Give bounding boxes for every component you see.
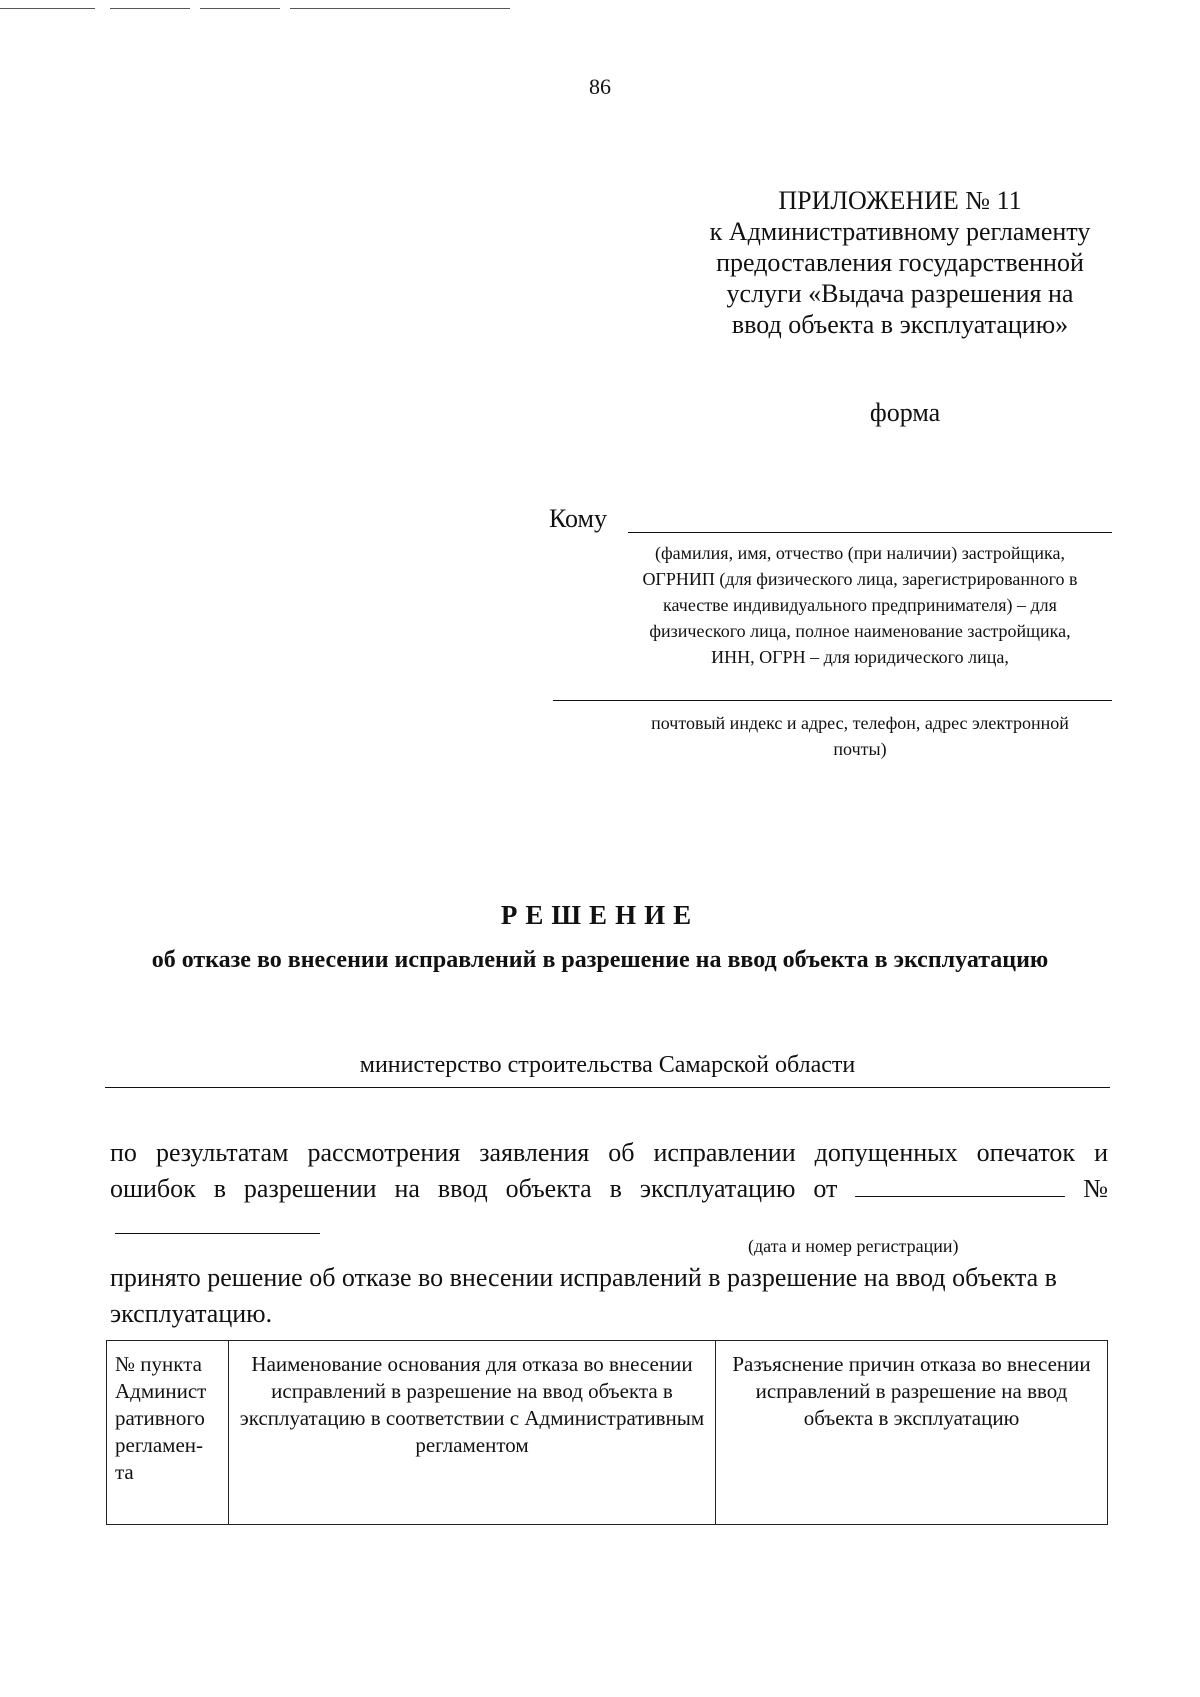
appendix-line: ввод объекта в эксплуатацию» [731,310,1069,339]
address-hint-line: почтовый индекс и адрес, телефон, адрес электронной [651,713,1069,733]
appendix-line: услуги «Выдача разрешения на [726,279,1074,308]
decision-text: принято решение об отказе во внесении исправлений в разрешение на ввод объекта в эксплуатацию. [110,1263,1057,1328]
address-hint-line: почты) [833,739,887,759]
column-header-item-number: № пункта Админист ративного регламен- та [107,1341,229,1525]
recipient-hint-line: физического лица, полное наименование застройщика, [649,621,1071,641]
ministry-name: министерство строительства Самарской области [359,1052,856,1078]
body-line-2 [110,1171,1108,1207]
recipient-hint-line: качестве индивидуального предпринимателя) – для [663,595,1057,615]
address-hint [590,710,1130,762]
number-sign: № [1083,1174,1108,1203]
column-header-reason: Наименование основания для отказа во внесении исправлений в разрешение на ввод объекта в эксплуатацию в соответствии с Административным регламентом [229,1341,716,1525]
scan-artifact-line [0,8,95,9]
recipient-hint [590,540,1130,670]
page-number: 86 [589,74,611,99]
body-line-1: по результатам рассмотрения заявления об исправлении допущенных опечаток и [110,1138,1108,1167]
recipient-name-line[interactable] [628,532,1112,533]
date-hint: (дата и номер регистрации) [748,1236,959,1256]
recipient-hint-line: ИНН, ОГРН – для юридического лица, [711,647,1009,667]
appendix-line: предоставления государственной [716,248,1084,277]
ministry-underline [105,1087,1110,1088]
form-label: форма [869,398,941,427]
decision-title: РЕШЕНИЕ [500,900,700,930]
registration-number-blank[interactable] [115,1233,320,1234]
scan-artifact-line [110,8,190,9]
scan-artifact-line [200,8,280,9]
body-line-2-text: ошибок в разрешении на ввод объекта в эксплуатацию от [110,1174,838,1203]
recipient-label: Кому [549,504,608,533]
decision-subtitle: об отказе во внесении исправлений в разрешение на ввод объекта в эксплуатацию [151,947,1049,973]
recipient-hint-line: ОГРНИП (для физического лица, зарегистрированного в [642,569,1078,589]
registration-date-blank[interactable] [855,1172,1065,1197]
appendix-line: к Административному регламенту [709,217,1091,246]
recipient-hint-line: (фамилия, имя, отчество (при наличии) застройщика, [655,543,1065,563]
table-header-row [107,1341,1108,1525]
recipient-address-line[interactable] [553,700,1112,701]
appendix-header [660,185,1140,340]
refusal-reasons-table [106,1340,1108,1525]
scan-artifact-line [290,8,510,9]
appendix-line: ПРИЛОЖЕНИЕ № 11 [778,186,1022,215]
column-header-explanation: Разъяснение причин отказа во внесении исправлений в разрешение на ввод объекта в эксплуатацию [716,1341,1108,1525]
